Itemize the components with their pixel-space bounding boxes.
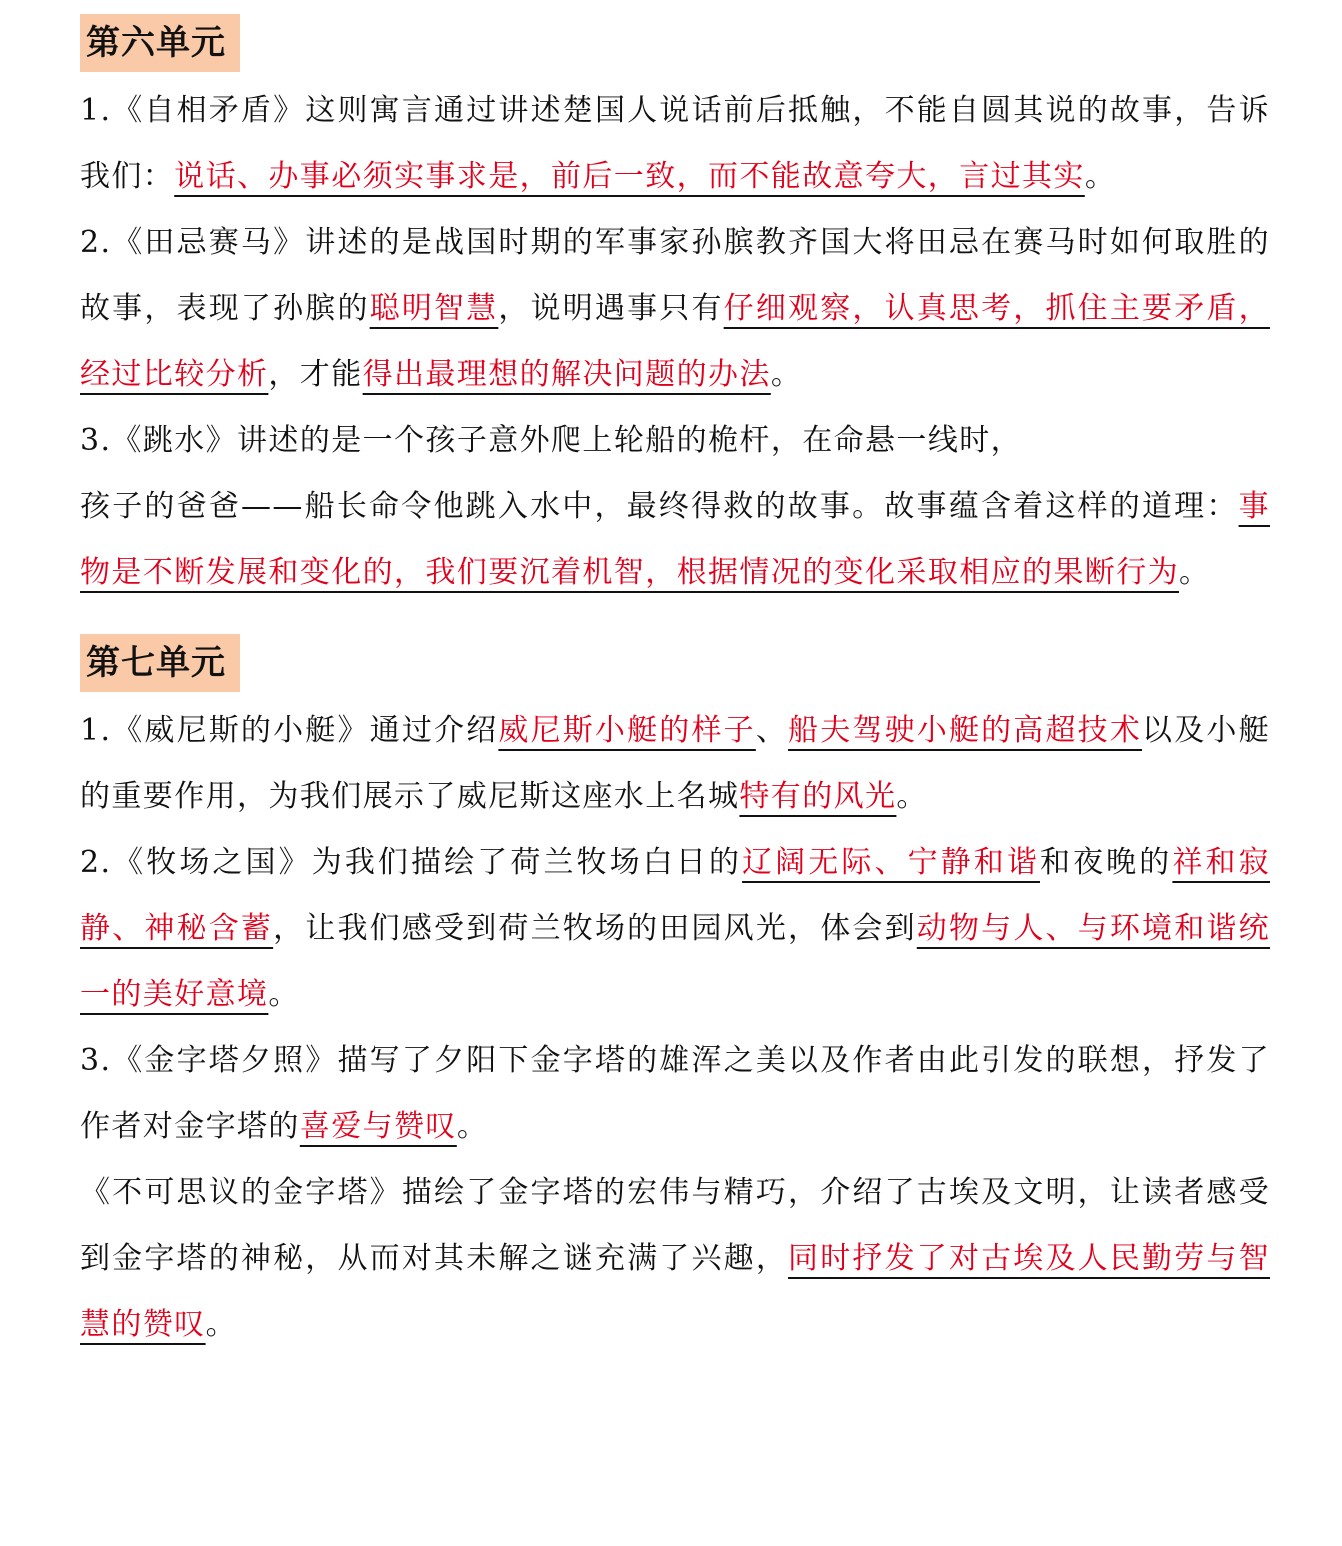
answer-highlight: 喜爱与赞叹	[299, 1109, 457, 1144]
text: ，才能	[268, 357, 363, 392]
unit7-item1	[80, 698, 1270, 830]
unit6-item2	[80, 210, 1270, 408]
unit7-item3	[80, 1028, 1270, 1160]
answer-highlight: 聪明智慧	[369, 291, 499, 326]
answer-highlight: 特有的风光	[739, 779, 897, 814]
text: 2.《牧场之国》为我们描绘了荷兰牧场白日的	[80, 845, 743, 880]
text: 以及小艇的重要作用，为我们展示了威尼斯这座水上名城	[80, 713, 1270, 814]
text: ，说明遇事只有	[498, 291, 724, 326]
unit7-item2	[80, 830, 1270, 1028]
document-page	[80, 14, 1270, 1358]
answer-highlight: 船夫驾驶小艇的高超技术	[788, 713, 1143, 748]
text: 。	[456, 1109, 489, 1144]
text: 3.《金字塔夕照》描写了夕阳下金字塔的雄浑之美以及作者由此引发的联想，抒发了作者对金字塔的	[80, 1043, 1270, 1144]
text: 。	[1084, 159, 1117, 194]
text: 。	[268, 977, 300, 1012]
unit7-title: 第七单元	[80, 634, 240, 692]
text: 3.《跳水》讲述的是一个孩子意外爬上轮船的桅杆，在命悬一线时，	[80, 423, 1023, 458]
text: 1.《自相矛盾》这则寓言通过讲述楚国人说话前后抵触，不能自圆其说的故事，告诉我们：	[80, 93, 1270, 194]
answer-highlight: 威尼斯小艇的样子	[498, 713, 756, 748]
answer-highlight: 祥和寂静、神秘含蓄	[80, 845, 1270, 946]
text: ，让我们感受到荷兰牧场的田园风光，体会到	[273, 911, 917, 946]
unit6-title: 第六单元	[80, 14, 240, 72]
answer-highlight: 仔细观察，认真思考，抓住主要矛盾，经过比较分析	[80, 291, 1270, 392]
answer-highlight: 说话、办事必须实事求是，前后一致，而不能故意夸大，言过其实	[174, 159, 1085, 194]
text: 孩子的爸爸——船长命令他跳入水中，最终得救的故事。故事蕴含着这样的道理：	[80, 489, 1239, 524]
text: 。	[896, 779, 928, 814]
text: 。	[1179, 555, 1211, 590]
answer-highlight: 得出最理想的解决问题的办法	[362, 357, 771, 392]
answer-highlight: 同时抒发了对古埃及人民勤劳与智慧的赞叹	[80, 1241, 1270, 1342]
unit7-item4	[80, 1160, 1270, 1358]
answer-highlight: 动物与人、与环境和谐统一的美好意境	[80, 911, 1271, 1012]
unit6-item1	[80, 78, 1270, 210]
text: 、	[755, 713, 789, 748]
text: 1.《威尼斯的小艇》通过介绍	[80, 713, 499, 748]
text: 。	[205, 1307, 238, 1342]
text: 和夜晚的	[1039, 845, 1173, 880]
text: 。	[770, 357, 803, 392]
text: 《不可思议的金字塔》描绘了金字塔的宏伟与精巧，介绍了古埃及文明，让读者感受到金字塔的神秘，从而对其未解之谜充满了兴趣，	[80, 1175, 1270, 1276]
text: 2.《田忌赛马》讲述的是战国时期的军事家孙膑教齐国大将田忌在赛马时如何取胜的故事，表现了孙膑的	[80, 225, 1270, 326]
answer-highlight: 辽阔无际、宁静和谐	[742, 845, 1040, 880]
unit6-item3	[80, 408, 1270, 606]
answer-highlight: 事物是不断发展和变化的，我们要沉着机智，根据情况的变化采取相应的果断行为	[80, 489, 1270, 590]
